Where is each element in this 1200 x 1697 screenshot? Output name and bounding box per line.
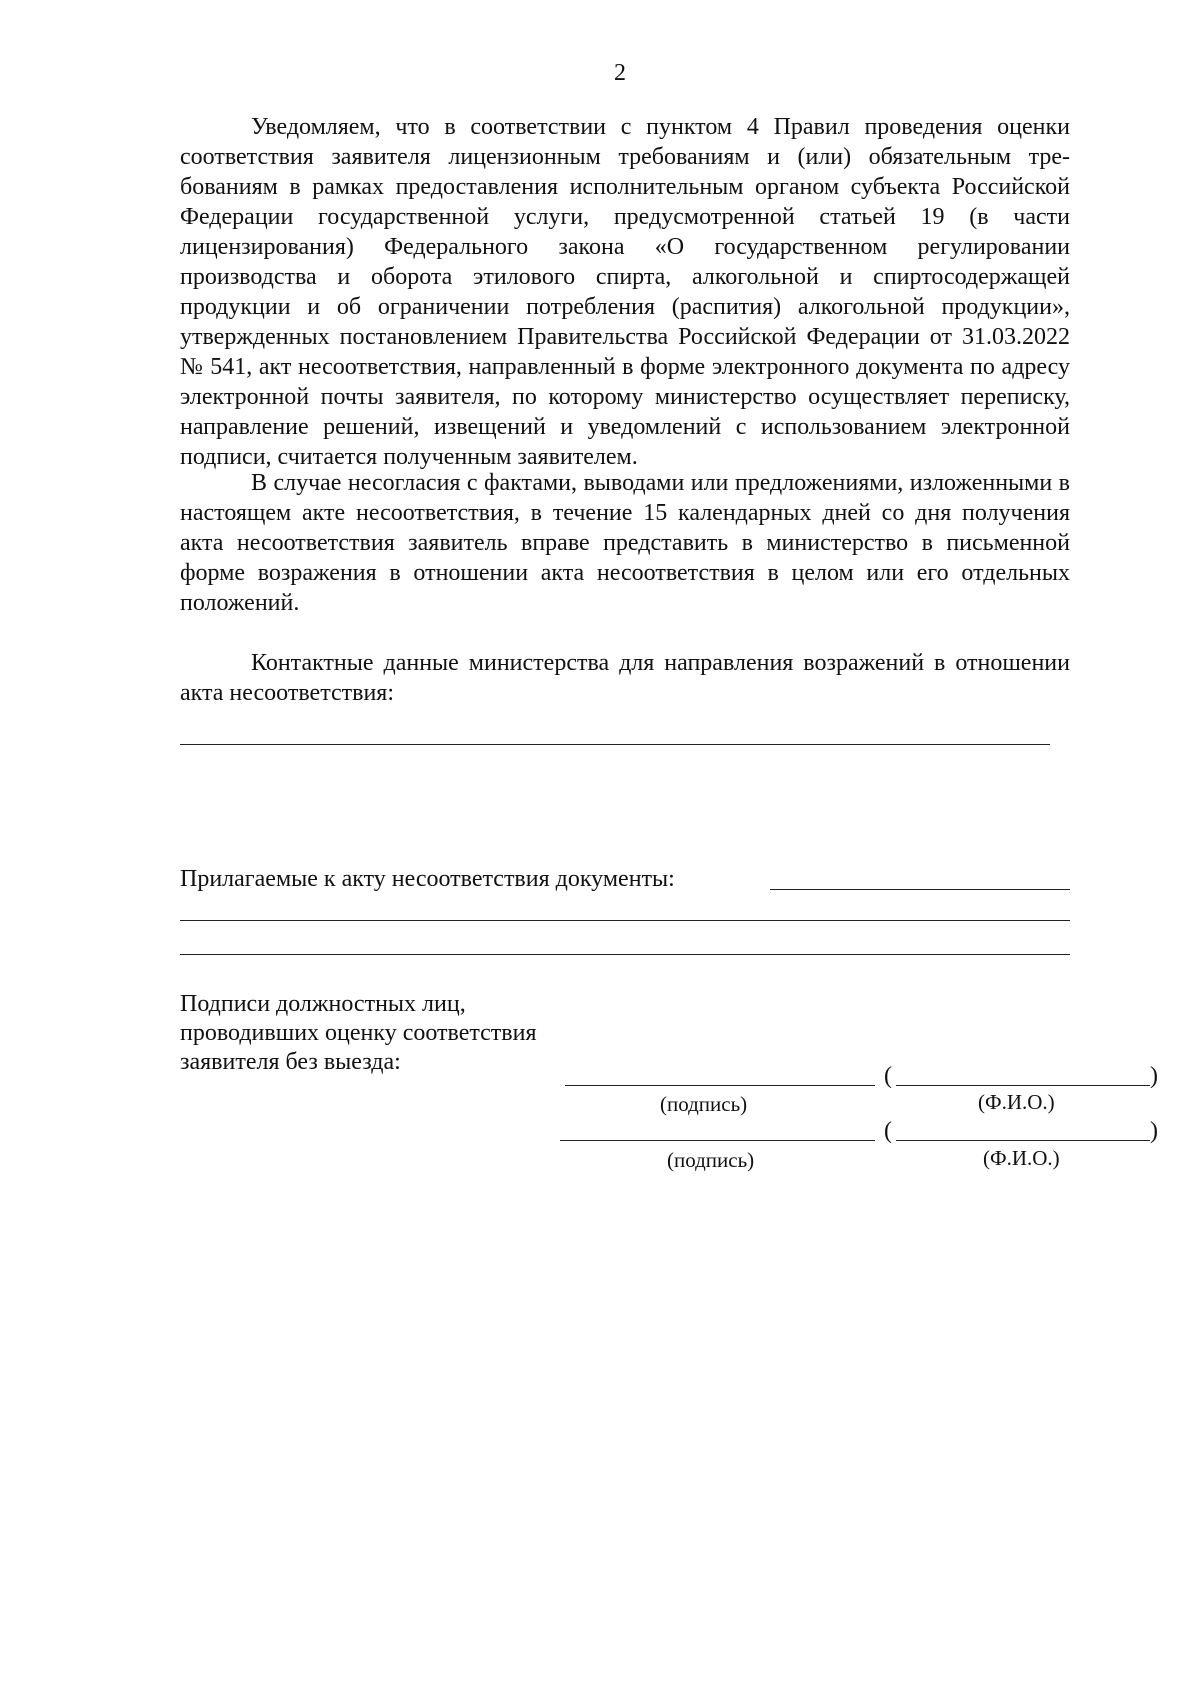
attachments-fill-line-2	[180, 920, 1070, 921]
objections-paragraph: В случае несогласия с фактами, выводами или предложениями, изложенными в настоящем акте несоответствия, в течение 15 календарных дней со дня получения акта несоответствия заявитель вправе представить в министерство в письменной форме возражения в отношении акта несоответствия в целом или его отдельных положений.	[180, 470, 1070, 616]
attachments-label: Прилагаемые к акту несоответствия документы:	[180, 866, 675, 892]
contacts-fill-line	[180, 744, 1050, 745]
signature-caption-2: (подпись)	[667, 1148, 755, 1172]
signatures-label	[180, 990, 600, 1077]
signature-line-1	[565, 1085, 875, 1086]
page-number: 2	[614, 60, 626, 86]
name-open-paren-2: (	[884, 1118, 892, 1144]
contacts-paragraph: Контактные данные министерства для направления возражений в отношении акта несоответствия:	[180, 650, 1070, 706]
name-close-paren-1: )	[1150, 1063, 1158, 1089]
signature-line-2	[560, 1140, 875, 1141]
attachments-fill-line-1	[770, 889, 1070, 890]
name-caption-2: (Ф.И.О.)	[983, 1146, 1060, 1170]
signatures-label-line-1: Подписи должностных лиц,	[180, 991, 466, 1017]
name-line-1	[896, 1085, 1150, 1086]
signatures-label-line-2: проводивших оценку соответствия	[180, 1020, 537, 1046]
attachments-fill-line-3	[180, 954, 1070, 955]
signature-caption-1: (подпись)	[660, 1092, 748, 1116]
signatures-label-line-3: заявителя без выезда:	[180, 1049, 401, 1075]
name-caption-1: (Ф.И.О.)	[978, 1090, 1055, 1114]
name-close-paren-2: )	[1150, 1118, 1158, 1144]
notice-paragraph: Уведомляем, что в соответствии с пунктом 4 Правил проведения оценки соответствия заявителя лицензионным требованиям и (или) обязательным требованиям в рамках предоставления исполнительным органом субъекта Российской Федерации государственной услуги, предусмотренной статьей 19 (в части лицензирования) Федерального закона «О государственном регулировании производства и оборота этилового спирта, алкогольной и спиртосодержащей продукции и об ограничении потребления (распития) алкогольной продукции», утвержденных постановлением Правительства Российской Федерации от 31.03.2022 № 541, акт несоответствия, направленный в форме электронного документа по адресу электронной почты заявителя, по которому министерство осуществляет переписку, направление решений, извещений и уведомлений с использованием электронной подписи, считается полученным заявителем.	[180, 114, 1070, 470]
name-line-2	[896, 1140, 1150, 1141]
name-open-paren-1: (	[884, 1063, 892, 1089]
